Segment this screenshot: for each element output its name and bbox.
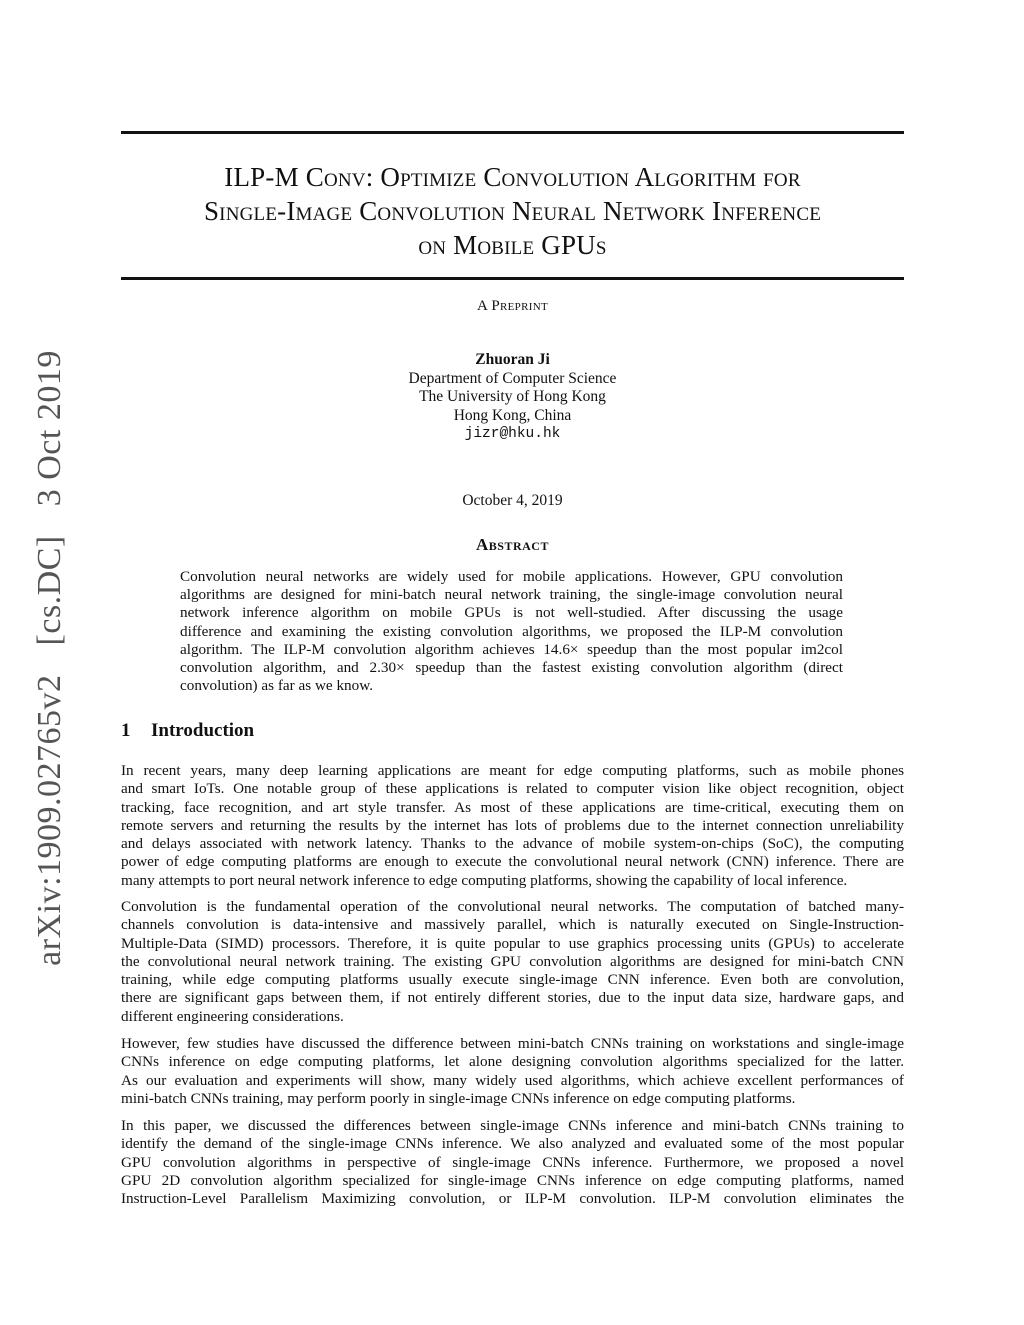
abstract-line: algorithm. The ILP-M convolution algorithm achieves 14.6× speedup than the most popular im2col: [180, 640, 843, 658]
section-heading-introduction: [121, 720, 254, 742]
paragraph-line: and smart IoTs. One notable group of these applications is related to computer vision like object recognition, object: [121, 780, 904, 798]
section-title: Introduction: [151, 720, 255, 741]
paragraph-line: However, few studies have discussed the difference between mini-batch CNNs training on workstations and single-image: [121, 1035, 904, 1052]
title-top-rule: [121, 131, 904, 134]
author-block: [121, 351, 904, 444]
paper-title: [121, 160, 904, 262]
paper-date: October 4, 2019: [462, 492, 563, 509]
abstract-line: Convolution neural networks are widely used for mobile applications. However, GPU convolution: [180, 568, 843, 585]
paragraph-line: different engineering considerations.: [121, 1007, 344, 1025]
title-line: on Mobile GPUs: [418, 230, 607, 260]
author-university: The University of Hong Kong: [419, 388, 606, 405]
arxiv-sidebar-stamp: [31, 330, 69, 966]
abstract-body: [180, 568, 843, 695]
paragraph-line: channels convolution is data-intensive and massively parallel, which is naturally executed on Single-Instruction-: [121, 916, 904, 934]
author-department: Department of Computer Science: [408, 369, 617, 387]
intro-paragraph-3: [121, 1035, 904, 1108]
intro-paragraph-4: [121, 1117, 904, 1208]
paragraph-line: mini-batch CNNs training, may perform poorly in single-image CNNs inference on edge computing platforms.: [121, 1089, 796, 1107]
author-name: Zhuoran Ji: [475, 351, 550, 368]
abstract-heading: Abstract: [476, 535, 549, 554]
paragraph-line: training, while edge computing platforms usually execute single-image CNN inference. Even both are convolution,: [121, 971, 904, 989]
paragraph-line: the convolutional neural network training. The existing GPU convolution algorithms are designed for mini-batch CNN: [121, 952, 904, 970]
intro-paragraph-2: [121, 898, 904, 1026]
paragraph-line: CNNs inference on edge computing platforms, let alone designing convolution algorithms specialized for the latter.: [121, 1053, 904, 1071]
paragraph-line: GPU 2D convolution algorithm specialized for single-image CNNs inference on edge computing platforms, named: [121, 1171, 904, 1189]
paragraph-line: there are significant gaps between them, if not entirely different stories, due to the input data size, hardware gaps, and: [121, 989, 904, 1007]
abstract-line: difference and examining the existing convolution algorithms, we proposed the ILP-M convolution: [180, 622, 843, 640]
paragraph-line: Convolution is the fundamental operation of the convolutional neural networks. The computation of batched many-: [121, 898, 904, 915]
author-email[interactable]: jizr@hku.hk: [464, 426, 561, 442]
preprint-label: A Preprint: [477, 298, 548, 314]
arxiv-id: arXiv:1909.02765v2: [31, 674, 68, 966]
paragraph-line: Instruction-Level Parallelism Maximizing convolution, or ILP-M convolution. ILP-M convolution eliminates the: [121, 1190, 904, 1208]
abstract-line: network inference algorithm on mobile GPUs is not well-studied. After discussing the usage: [180, 604, 843, 622]
paragraph-line: tracking, face recognition, and art style transfer. As most of these applications are time-critical, executing them on: [121, 798, 904, 816]
author-location: Hong Kong, China: [453, 406, 572, 424]
intro-paragraph-1: [121, 762, 904, 890]
paragraph-line: identify the demand of the single-image CNNs inference. We also analyzed and evaluated some of the most popular: [121, 1135, 904, 1153]
paragraph-line: As our evaluation and experiments will show, many widely used algorithms, which achieve excellent performances of: [121, 1071, 904, 1089]
title-line: Single-Image Convolution Neural Network Inference: [203, 196, 822, 226]
paragraph-line: power of edge computing platforms are enough to execute the convolutional neural network (CNN) inference. There are: [121, 853, 904, 871]
paragraph-line: In recent years, many deep learning applications are meant for edge computing platforms, such as mobile phones: [121, 762, 904, 779]
paragraph-line: and delays associated with network latency. Thanks to the advance of mobile system-on-chips (SoC), the computing: [121, 835, 904, 853]
paragraph-line: GPU convolution algorithms in perspective of single-image CNNs inference. Furthermore, we proposed a novel: [121, 1153, 904, 1171]
abstract-line: convolution) as far as we know.: [180, 677, 374, 695]
paragraph-line: Multiple-Data (SIMD) processors. Therefore, it is quite popular to use graphics processing units (GPUs) to accelerate: [121, 934, 904, 952]
section-number: 1: [121, 720, 131, 741]
abstract-line: convolution algorithm, and 2.30× speedup than the fastest existing convolution algorithm (direct: [180, 659, 843, 677]
title-bottom-rule: [121, 277, 904, 280]
arxiv-category: [cs.DC]: [31, 535, 68, 646]
paragraph-line: In this paper, we discussed the differences between single-image CNNs inference and mini-batch CNNs training to: [121, 1117, 904, 1134]
arxiv-date: 3 Oct 2019: [31, 350, 68, 507]
abstract-line: algorithms are designed for mini-batch neural network training, the single-image convolution neural: [180, 586, 843, 604]
paragraph-line: many attempts to port neural network inference to edge computing platforms, showing the capability of local inference.: [121, 871, 848, 889]
paragraph-line: remote servers and returning the results by the internet has lots of problems due to the internet connection unreliability: [121, 816, 904, 834]
title-line: ILP-M Conv: Optimize Convolution Algorithm for: [224, 162, 801, 192]
